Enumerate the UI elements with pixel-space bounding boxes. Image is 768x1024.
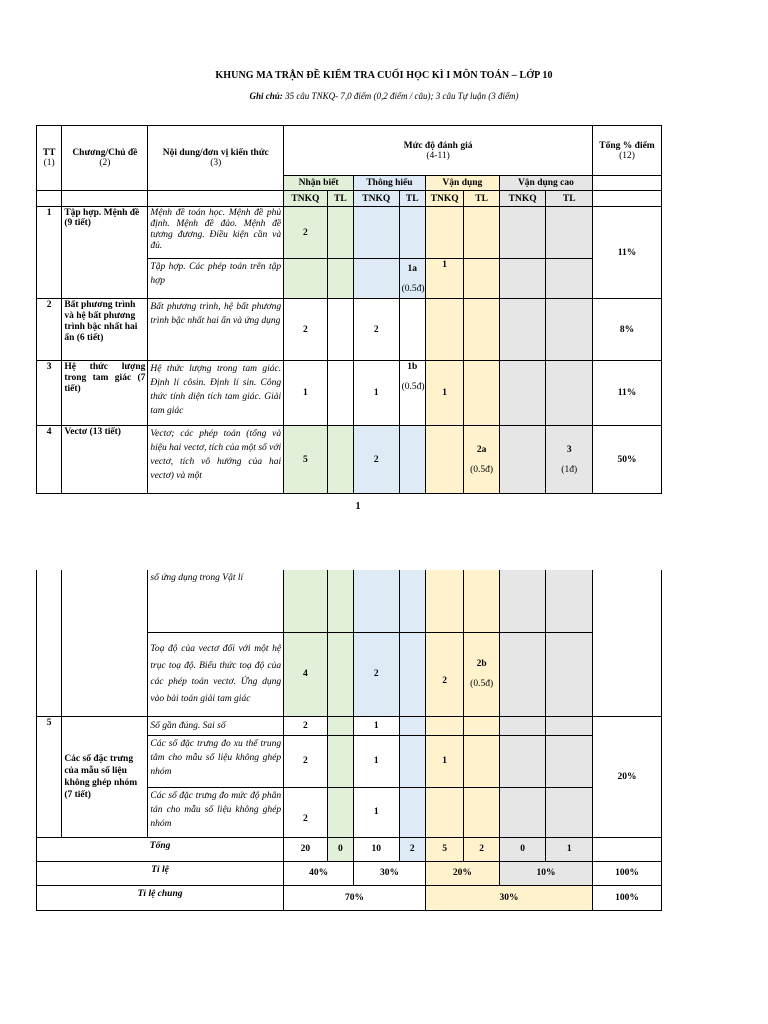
cell-nb-tnkq: 1	[284, 361, 328, 426]
cell-empty	[327, 632, 353, 716]
row-content: Các số đặc trưng đo xu thế trung tâm cho mẫu số liệu không ghép nhóm	[148, 735, 284, 787]
cell-empty	[37, 570, 62, 716]
cell-th-tnkq: 1	[354, 735, 400, 787]
row-tt: 4	[37, 426, 62, 494]
cell-th-tl: 1a (0.5đ)	[399, 259, 425, 299]
cell-empty	[425, 207, 463, 259]
header-nhan-biet: Nhận biết	[284, 176, 354, 191]
cell-empty	[354, 570, 400, 632]
cell-empty	[546, 632, 593, 716]
cell-empty	[464, 787, 499, 837]
row-content: Hệ thức lượng trong tam giác. Định lí côsin. Định lí sin. Công thức tính diện tích tam giác. Giải tam giác	[148, 361, 284, 426]
cell-empty	[593, 570, 662, 716]
cell-empty	[464, 259, 499, 299]
cell-empty	[399, 716, 425, 735]
cell-empty	[546, 787, 593, 837]
row-chapter: Hệ thức lượng trong tam giác (7 tiết)	[62, 361, 148, 426]
header-tl: TL	[464, 191, 499, 207]
cell-empty	[464, 716, 499, 735]
header-level: Mức độ đánh giá (4-11)	[284, 126, 593, 176]
cell-th-tnkq: 2	[354, 426, 400, 494]
cell-empty	[593, 837, 662, 861]
cell-vd-tl: 2b (0.5đ)	[464, 632, 499, 716]
header-chapter: Chương/Chủ đề (2)	[62, 126, 148, 191]
tong-value: 2	[464, 837, 499, 861]
cell-nb-tnkq: 2	[284, 207, 328, 259]
cell-empty	[284, 570, 328, 632]
cell-empty	[499, 735, 546, 787]
cell-nb-tnkq: 2	[284, 735, 328, 787]
cell-empty	[464, 361, 499, 426]
matrix-table-part2	[36, 570, 662, 911]
cell-empty	[499, 426, 546, 494]
tile-value: 30%	[354, 861, 426, 885]
cell-empty	[399, 299, 425, 361]
cell-vd-tl: 2a (0.5đ)	[464, 426, 499, 494]
cell-empty	[425, 570, 463, 632]
cell-empty	[327, 570, 353, 632]
header-tnkq: TNKQ	[499, 191, 546, 207]
cell-empty	[499, 361, 546, 426]
cell-empty	[499, 299, 546, 361]
cell-empty	[284, 259, 328, 299]
row-content: Toạ độ của vectơ đối với một hệ trục toạ độ. Biểu thức toạ độ của các phép toán vectơ. Ứng dụng vào bài toán giải tam giác	[148, 632, 284, 716]
cell-empty	[354, 207, 400, 259]
cell-empty	[62, 570, 148, 716]
cell-empty	[399, 787, 425, 837]
header-tnkq: TNKQ	[284, 191, 328, 207]
header-blank	[593, 191, 662, 207]
tong-label: Tổng	[37, 837, 284, 861]
row-chapter: Các số đặc trưng của mẫu số liệu không ghép nhóm (7 tiết)	[62, 716, 148, 837]
cell-empty	[499, 259, 546, 299]
cell-empty	[399, 570, 425, 632]
cell-empty	[425, 716, 463, 735]
cell-th-tnkq: 1	[354, 361, 400, 426]
tong-value: 20	[284, 837, 328, 861]
cell-empty	[425, 787, 463, 837]
row-content: Mệnh đề toán học. Mệnh đề phủ định. Mệnh đề đảo. Mệnh đề tương đương. Điều kiện cần và đủ.	[148, 207, 284, 259]
row-chapter: Vectơ (13 tiết)	[62, 426, 148, 494]
cell-th-tnkq: 2	[354, 632, 400, 716]
header-tnkq: TNKQ	[425, 191, 463, 207]
tile-value: 40%	[284, 861, 354, 885]
cell-nb-tnkq: 2	[284, 716, 328, 735]
note-line	[0, 91, 768, 101]
header-blank	[148, 191, 284, 207]
tong-value: 5	[425, 837, 463, 861]
row-tt: 3	[37, 361, 62, 426]
tong-value: 10	[354, 837, 400, 861]
cell-empty	[499, 570, 546, 632]
cell-empty	[499, 207, 546, 259]
cell-empty	[464, 570, 499, 632]
tong-value: 0	[499, 837, 546, 861]
header-thong-hieu: Thông hiểu	[354, 176, 426, 191]
cell-nb-tnkq: 5	[284, 426, 328, 494]
cell-empty	[546, 735, 593, 787]
header-blank	[593, 176, 662, 191]
header-content: Nội dung/đơn vị kiến thức (3)	[148, 126, 284, 191]
cell-empty	[425, 426, 463, 494]
cell-empty	[399, 735, 425, 787]
row-tt: 2	[37, 299, 62, 361]
tile-label: Tỉ lệ	[37, 861, 284, 885]
cell-empty	[399, 207, 425, 259]
matrix-table-part1	[36, 125, 662, 494]
header-blank	[62, 191, 148, 207]
cell-empty	[464, 299, 499, 361]
cell-empty	[499, 787, 546, 837]
page-number: 1	[355, 501, 361, 512]
header-blank	[37, 191, 62, 207]
row-total: 8%	[593, 299, 662, 361]
cell-empty	[327, 299, 353, 361]
tile-chung-value: 100%	[593, 885, 662, 910]
cell-th-tnkq: 1	[354, 787, 400, 837]
cell-empty	[399, 426, 425, 494]
row-tt: 5	[37, 716, 62, 837]
cell-empty	[546, 259, 593, 299]
row-content: Tập hợp. Các phép toán trên tập hợp	[148, 259, 284, 299]
cell-empty	[464, 735, 499, 787]
cell-vd-tnkq: 2	[425, 632, 463, 716]
row-total: 50%	[593, 426, 662, 494]
cell-empty	[327, 716, 353, 735]
cell-nb-tnkq: 4	[284, 632, 328, 716]
tile-chung-value: 70%	[284, 885, 426, 910]
cell-empty	[327, 207, 353, 259]
cell-vdc-tl: 3 (1đ)	[546, 426, 593, 494]
cell-empty	[327, 361, 353, 426]
row-chapter: Tập hợp. Mệnh đề (9 tiết)	[62, 207, 148, 299]
header-tnkq: TNKQ	[354, 191, 400, 207]
cell-empty	[327, 735, 353, 787]
document-title: KHUNG MA TRẬN ĐỀ KIỂM TRA CUỐI HỌC KÌ I MÔN TOÁN – LỚP 10	[215, 70, 553, 81]
cell-nb-tnkq: 2	[284, 299, 328, 361]
header-van-dung-cao: Vận dụng cao	[499, 176, 592, 191]
cell-empty	[327, 787, 353, 837]
cell-vd-tnkq: 1	[425, 361, 463, 426]
cell-empty	[546, 361, 593, 426]
cell-empty	[354, 259, 400, 299]
tile-value: 100%	[593, 861, 662, 885]
tile-chung-label: Tỉ lệ chung	[37, 885, 284, 910]
row-content: Vectơ; các phép toán (tổng và hiệu hai vectơ, tích của một số với vectơ, tích vô hướng của hai vectơ) và một	[148, 426, 284, 494]
cell-empty	[425, 299, 463, 361]
tong-value: 0	[327, 837, 353, 861]
row-total: 20%	[593, 716, 662, 837]
cell-empty	[499, 632, 546, 716]
header-tt: TT (1)	[37, 126, 62, 191]
tile-value: 10%	[499, 861, 592, 885]
cell-empty	[327, 426, 353, 494]
header-tl: TL	[327, 191, 353, 207]
tong-value: 1	[546, 837, 593, 861]
row-chapter: Bất phương trình và hệ bất phương trình bậc nhất hai ẩn (6 tiết)	[62, 299, 148, 361]
cell-empty	[327, 259, 353, 299]
cell-vd-tnkq: 1	[425, 735, 463, 787]
cell-empty	[546, 299, 593, 361]
tile-chung-value: 30%	[425, 885, 592, 910]
tile-value: 20%	[425, 861, 499, 885]
row-total: 11%	[593, 361, 662, 426]
note-text: 35 câu TNKQ- 7,0 điểm (0,2 điểm / câu); 3 câu Tự luận (3 điểm)	[282, 91, 519, 101]
row-total: 11%	[593, 207, 662, 299]
cell-nb-tnkq: 2	[284, 787, 328, 837]
cell-empty	[546, 570, 593, 632]
cell-empty	[546, 716, 593, 735]
cell-th-tnkq: 2	[354, 299, 400, 361]
cell-empty	[499, 716, 546, 735]
row-content: Số gần đúng. Sai số	[148, 716, 284, 735]
cell-empty	[399, 632, 425, 716]
tong-value: 2	[399, 837, 425, 861]
header-tl: TL	[546, 191, 593, 207]
header-total: Tổng % điểm (12)	[593, 126, 662, 176]
cell-empty	[464, 207, 499, 259]
note-label: Ghi chú:	[249, 91, 283, 101]
header-tl: TL	[399, 191, 425, 207]
row-content: Bất phương trình, hệ bất phương trình bậc nhất hai ẩn và ứng dụng	[148, 299, 284, 361]
row-content: Các số đặc trưng đo mức độ phân tán cho mẫu số liệu không ghép nhóm	[148, 787, 284, 837]
cell-th-tnkq: 1	[354, 716, 400, 735]
cell-th-tl: 1b (0.5đ)	[399, 361, 425, 426]
cell-empty	[546, 207, 593, 259]
cell-vd-tnkq: 1	[425, 259, 463, 299]
row-content: số ứng dụng trong Vật lí	[148, 570, 284, 632]
row-tt: 1	[37, 207, 62, 299]
header-van-dung: Vận dụng	[425, 176, 499, 191]
